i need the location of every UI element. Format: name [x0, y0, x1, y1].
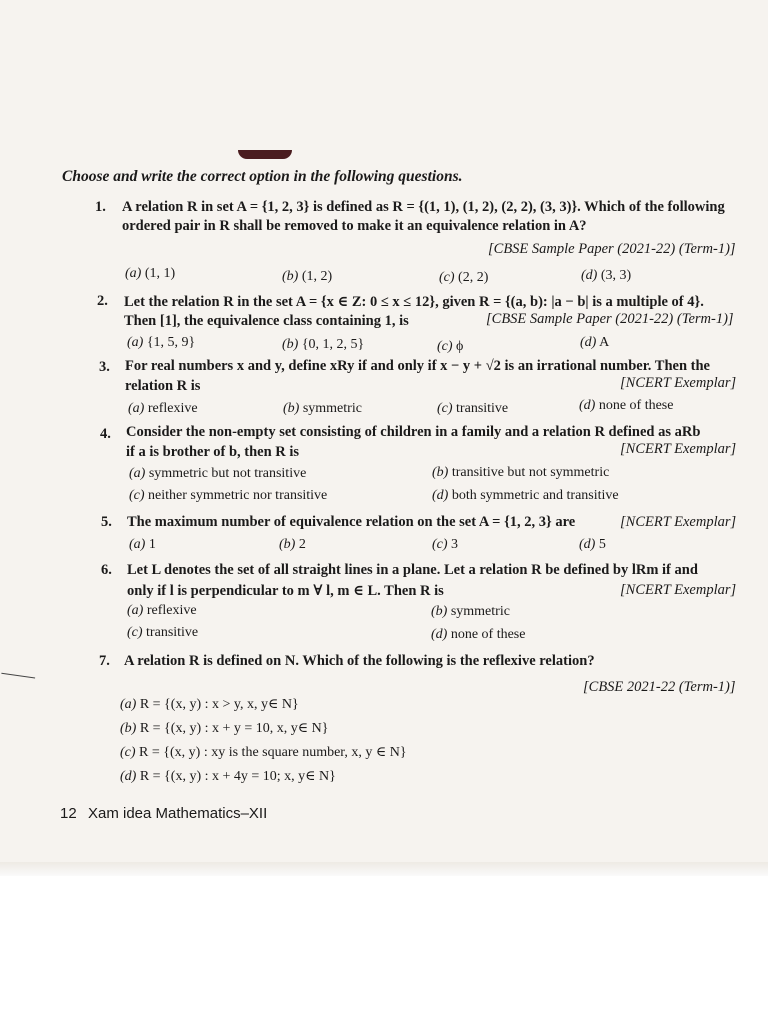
question-3-source: [NCERT Exemplar]	[620, 375, 737, 391]
decorative-arc	[238, 150, 292, 159]
question-4-option-c: (c) neither symmetric nor transitive	[129, 488, 328, 503]
question-4-source: [NCERT Exemplar]	[620, 441, 737, 457]
section-heading: Choose and write the correct option in the following questions.	[62, 168, 463, 185]
question-6-number: 6.	[101, 562, 112, 578]
question-7-option-c: (c) R = {(x, y) : xy is the square number, x, y ∈ N}	[120, 745, 407, 760]
question-1-option-d: (d) (3, 3)	[581, 268, 632, 283]
question-3-number: 3.	[99, 359, 110, 375]
question-7-source: [CBSE 2021-22 (Term-1)]	[583, 679, 736, 695]
question-5-option-d: (d) 5	[579, 537, 606, 552]
question-3-option-c: (c) transitive	[437, 401, 509, 416]
question-2-line-2: Then [1], the equivalence class containing 1, is	[124, 313, 409, 329]
question-7-number: 7.	[99, 653, 110, 669]
question-1-option-a: (a) (1, 1)	[125, 266, 176, 281]
question-6-option-c: (c) transitive	[127, 625, 199, 640]
question-2-line-1: Let the relation R in the set A = {x ∈ Z: 0 ≤ x ≤ 12}, given R = {(a, b): |a − b| is a multiple of 4}.	[124, 294, 704, 310]
question-3-option-a: (a) reflexive	[128, 401, 198, 416]
question-4-option-a: (a) symmetric but not transitive	[129, 466, 307, 481]
question-1-option-c: (c) (2, 2)	[439, 270, 489, 285]
question-5-source: [NCERT Exemplar]	[620, 514, 737, 530]
question-4-option-b: (b) transitive but not symmetric	[432, 465, 610, 480]
question-7-option-b: (b) R = {(x, y) : x + y = 10, x, y∈ N}	[120, 721, 329, 736]
question-1-option-b: (b) (1, 2)	[282, 269, 333, 284]
question-4-option-d: (d) both symmetric and transitive	[432, 488, 619, 503]
question-3-option-d: (d) none of these	[579, 398, 674, 413]
question-5-number: 5.	[101, 514, 112, 530]
page-edge-shadow	[0, 862, 768, 876]
question-3-option-b: (b) symmetric	[283, 401, 362, 416]
question-2-option-b: (b) {0, 1, 2, 5}	[282, 337, 365, 352]
question-1-line-1: A relation R in set A = {1, 2, 3} is defined as R = {(1, 1), (1, 2), (2, 2), (3, 3)}. Which of the following	[122, 199, 725, 215]
question-7-line-1: A relation R is defined on N. Which of the following is the reflexive relation?	[124, 653, 595, 669]
question-1-number: 1.	[95, 199, 106, 215]
question-2-number: 2.	[97, 293, 108, 309]
question-5-option-a: (a) 1	[129, 537, 156, 552]
question-6-line-2: only if l is perpendicular to m ∀ l, m ∈ L. Then R is	[127, 583, 444, 599]
question-5-option-b: (b) 2	[279, 537, 306, 552]
question-4-number: 4.	[100, 426, 111, 442]
question-1-source: [CBSE Sample Paper (2021-22) (Term-1)]	[488, 241, 736, 257]
question-7-option-a: (a) R = {(x, y) : x > y, x, y∈ N}	[120, 697, 299, 712]
book-title: Xam idea Mathematics–XII	[88, 805, 268, 822]
question-6-option-d: (d) none of these	[431, 627, 526, 642]
question-5-line-1: The maximum number of equivalence relation on the set A = {1, 2, 3} are	[127, 514, 576, 530]
question-6-line-1: Let L denotes the set of all straight lines in a plane. Let a relation R be defined by lRm if and	[127, 562, 698, 578]
question-2-option-c: (c) ϕ	[437, 339, 464, 354]
question-2-source: [CBSE Sample Paper (2021-22) (Term-1)]	[486, 311, 734, 327]
question-1-line-2: ordered pair in R shall be removed to make it an equivalence relation in A?	[122, 218, 587, 234]
question-5-option-c: (c) 3	[432, 537, 459, 552]
question-2-option-a: (a) {1, 5, 9}	[127, 335, 196, 350]
question-3-line-2: relation R is	[125, 378, 201, 394]
question-4-line-1: Consider the non-empty set consisting of children in a family and a relation R defined as aRb	[126, 424, 701, 440]
question-6-option-a: (a) reflexive	[127, 603, 197, 618]
question-6-option-b: (b) symmetric	[431, 604, 510, 619]
question-3-line-1: For real numbers x and y, define xRy if and only if x − y + √2 is an irrational number. Then the	[125, 358, 710, 374]
question-4-line-2: if a is brother of b, then R is	[126, 444, 300, 460]
question-7-option-d: (d) R = {(x, y) : x + 4y = 10; x, y∈ N}	[120, 769, 336, 784]
question-6-source: [NCERT Exemplar]	[620, 582, 737, 598]
page-number: 12	[60, 805, 77, 822]
question-2-option-d: (d) A	[580, 335, 610, 350]
